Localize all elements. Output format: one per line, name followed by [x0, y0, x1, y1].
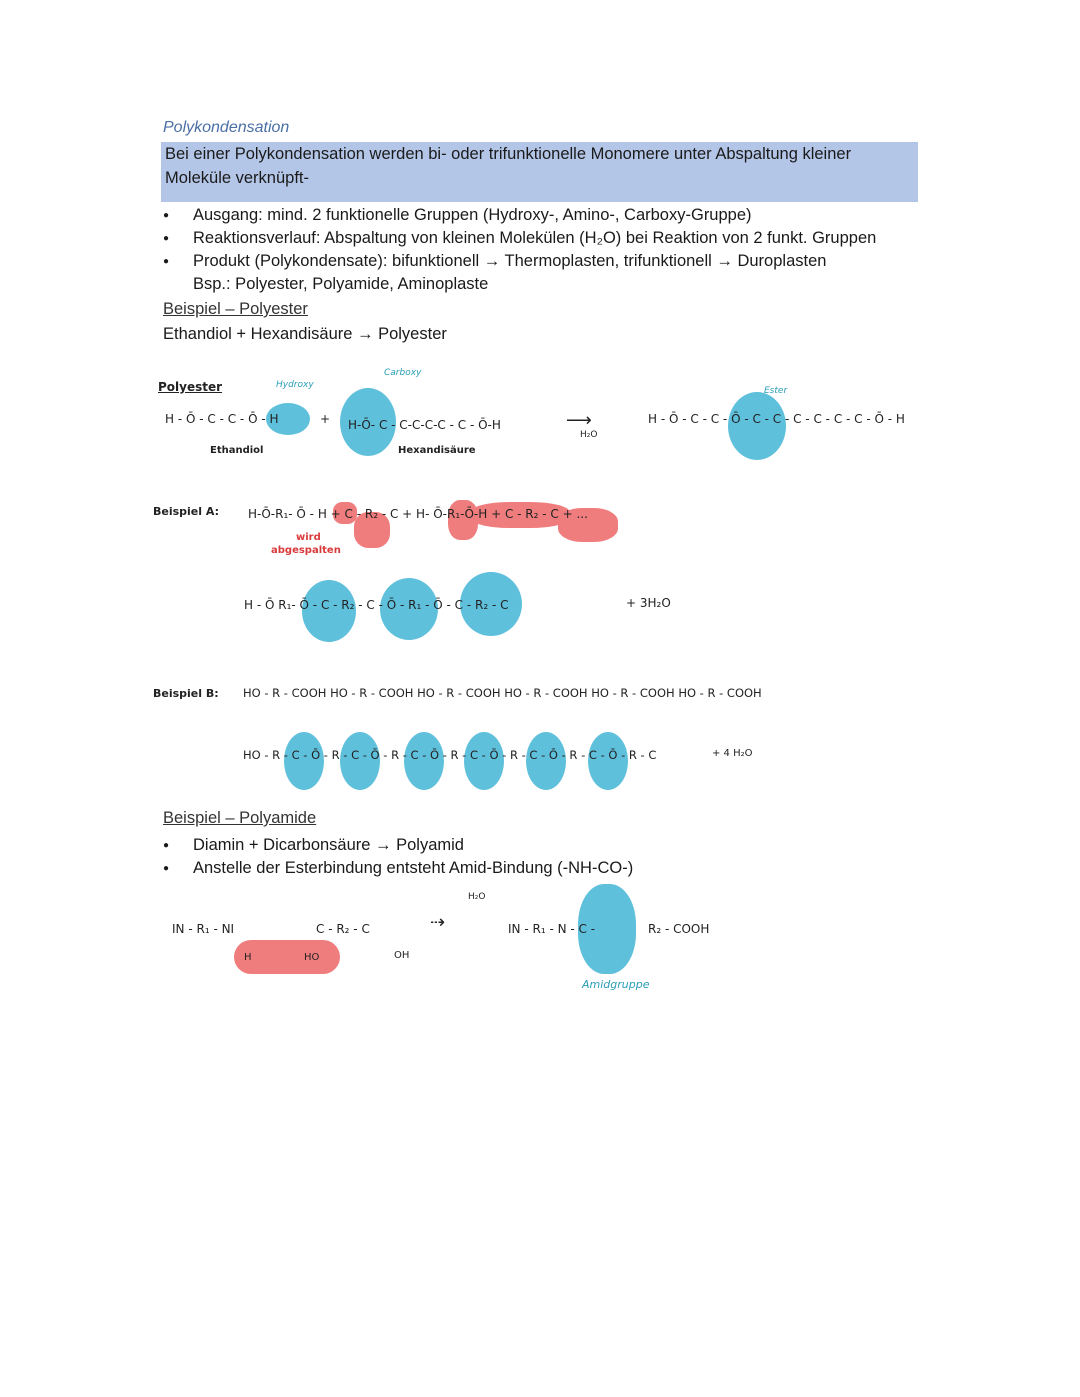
list-item: ● Anstelle der Esterbindung entsteht Amid-Bindung (-NH-CO-): [163, 857, 963, 880]
polyamide-bullet-list: [163, 834, 963, 880]
a-product-formula: H - Ō R₁- Ō - C - R₂ - C - Ō - R₁ - Ō - C - R₂ - C: [244, 598, 509, 612]
list-item-example: Bsp.: Polyester, Polyamide, Aminoplaste: [193, 275, 489, 293]
b-reactant: HO - R - COOH: [591, 686, 675, 700]
polyester-label: Polyester: [158, 380, 223, 394]
four-h2o: + 4 H₂O: [712, 748, 753, 759]
b-reactant: HO - R - COOH: [678, 686, 762, 700]
list-item: ● Ausgang: mind. 2 funktionelle Gruppen (Hydroxy-, Amino-, Carboxy-Gruppe): [163, 204, 963, 227]
wird-note: wird: [296, 532, 321, 543]
page-title: Polykondensation: [163, 119, 290, 136]
definition-line-2: Moleküle verknüpft-: [165, 169, 309, 187]
ester-highlight: [728, 392, 786, 460]
plus-sign: +: [320, 412, 331, 426]
amide-cooh: R₂ - COOH: [648, 922, 710, 936]
hydroxy-note: Hydroxy: [276, 380, 314, 390]
three-h2o: + 3H₂O: [626, 596, 671, 610]
amide-oh: OH: [394, 950, 410, 961]
h2o-elimination: H₂O: [468, 892, 486, 902]
a-reactants-formula: H-Ō-R₁- Ō - H + C - R₂ - C + H- Ō-R₁-Ō-H + C - R₂ - C + ...: [248, 507, 588, 521]
section-title-polyamide: Beispiel – Polyamide: [163, 809, 317, 827]
polyester-product-formula: H - Ō - C - C - Ō - C - C - C - C - C - C - Ō - H: [648, 412, 905, 426]
b-product-formula: HO - R - C - Ō - R - C - Ō - R - C - Ō - R - C - Ō - R - C - Ō - R - C - Ō - R - C: [243, 748, 657, 762]
hexandisaeure-label: Hexandisäure: [398, 445, 476, 456]
amide-right-formula: IN - R₁ - N - C -: [508, 922, 596, 936]
list-item: ● Diamin + Dicarbonsäure → Polyamid: [163, 834, 963, 857]
list-item: ● Produkt (Polykondensate): bifunktionell → Thermoplasten, trifunktionell → Duroplasten: [163, 250, 963, 273]
ethandiol-label: Ethandiol: [210, 445, 264, 456]
reaction-arrow-icon: ⟶: [566, 410, 592, 431]
amide-left-formula: IN - R₁ - NI: [172, 922, 235, 936]
amidgruppe-note: Amidgruppe: [582, 978, 650, 991]
b-reactant: HO - R - COOH: [330, 686, 414, 700]
hexandisaeure-formula: H-Ō- C - C-C-C-C - C - Ō-H: [348, 418, 501, 432]
carboxy-note: Carboxy: [384, 368, 422, 378]
b-reactant: HO - R - COOH: [417, 686, 501, 700]
b-reactants: [243, 686, 762, 700]
ethandiol-formula: H - Ō - C - C - Ō - H: [165, 412, 279, 426]
ester-note: Ester: [764, 386, 788, 396]
beispiel-b-label: Beispiel B:: [153, 687, 219, 700]
amide-h: H: [244, 952, 252, 963]
reaction-arrow-icon: ⇢: [430, 912, 446, 933]
abgespalten-note: abgespalten: [271, 545, 341, 556]
beispiel-a-label: Beispiel A:: [153, 505, 219, 518]
amide-mid-formula: C - R₂ - C: [316, 922, 370, 936]
definition-line-1: Bei einer Polykondensation werden bi- oder trifunktionelle Monomere unter Abspaltung kleiner: [165, 145, 852, 163]
b-reactant: HO - R - COOH: [243, 686, 327, 700]
list-item: ● Reaktionsverlauf: Abspaltung von kleinen Molekülen (H₂O) bei Reaktion von 2 funkt. Gruppen: [163, 227, 963, 250]
bullet-list: [163, 204, 963, 296]
polyester-equation: Ethandiol + Hexandisäure → Polyester: [163, 325, 447, 343]
section-title-polyester: Beispiel – Polyester: [163, 300, 308, 318]
b-reactant: HO - R - COOH: [504, 686, 588, 700]
h2o-elimination: H₂O: [580, 430, 598, 440]
amide-ho: HO: [304, 952, 320, 963]
definition-box: [161, 142, 918, 202]
